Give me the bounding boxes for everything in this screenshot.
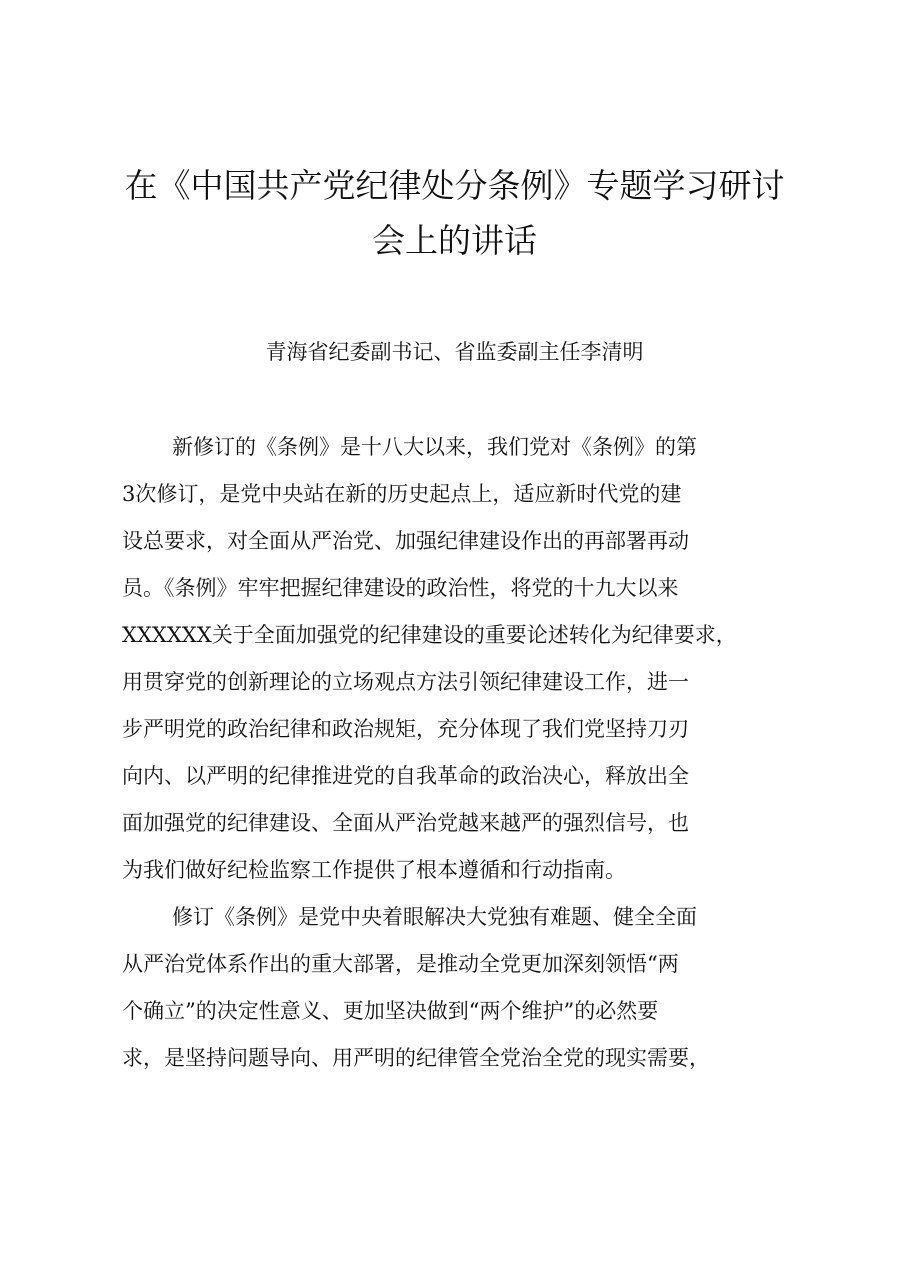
paragraph-line: 新修订的《条例》是十八大以来，我们党对《条例》的第 [172, 435, 697, 459]
paragraph-line: 向内、以严明的纪律推进党的自我革命的政治决心，释放出全 [122, 764, 689, 788]
paragraph-line: 员。《条例》牢牢把握纪律建设的政治性，将党的十九大以来 [122, 576, 679, 600]
paragraph-line: 用贯穿党的创新理论的立场观点方法引领纪律建设工作，进一 [122, 670, 689, 694]
title-line-2: 会上的讲话 [372, 221, 537, 260]
paragraph-line: 3次修订，是党中央站在新的历史起点上，适应新时代党的建 [122, 482, 682, 506]
document-title [100, 158, 809, 268]
paragraph-2 [122, 894, 802, 1082]
paragraph-line: 步严明党的政治纪律和政治规矩，充分体现了我们党坚持刀刃 [122, 717, 689, 741]
document-body [122, 424, 802, 1082]
paragraph-line: XXXXXX关于全面加强党的纪律建设的重要论述转化为纪律要求， [122, 623, 737, 647]
paragraph-line: 面加强党的纪律建设、全面从严治党越来越严的强烈信号，也 [122, 811, 689, 835]
speaker-byline: 青海省纪委副书记、省监委副主任李清明 [265, 340, 644, 364]
paragraph-line: 修订《条例》是党中央着眼解决大党独有难题、健全全面 [172, 905, 697, 929]
paragraph-line: 设总要求，对全面从严治党、加强纪律建设作出的再部署再动 [122, 529, 689, 553]
paragraph-line: 个确立”的决定性意义、更加坚决做到“两个维护”的必然要 [122, 999, 659, 1023]
paragraph-1 [122, 424, 802, 894]
title-line-1: 在《中国共产党纪律处分条例》专题学习研讨 [124, 166, 785, 205]
paragraph-line: 从严治党体系作出的重大部署，是推动全党更加深刻领悟“两 [122, 952, 679, 976]
paragraph-line: 为我们做好纪检监察工作提供了根本遵循和行动指南。 [122, 858, 626, 882]
paragraph-line: 求，是坚持问题导向、用严明的纪律管全党治全党的现实需要， [122, 1046, 710, 1070]
